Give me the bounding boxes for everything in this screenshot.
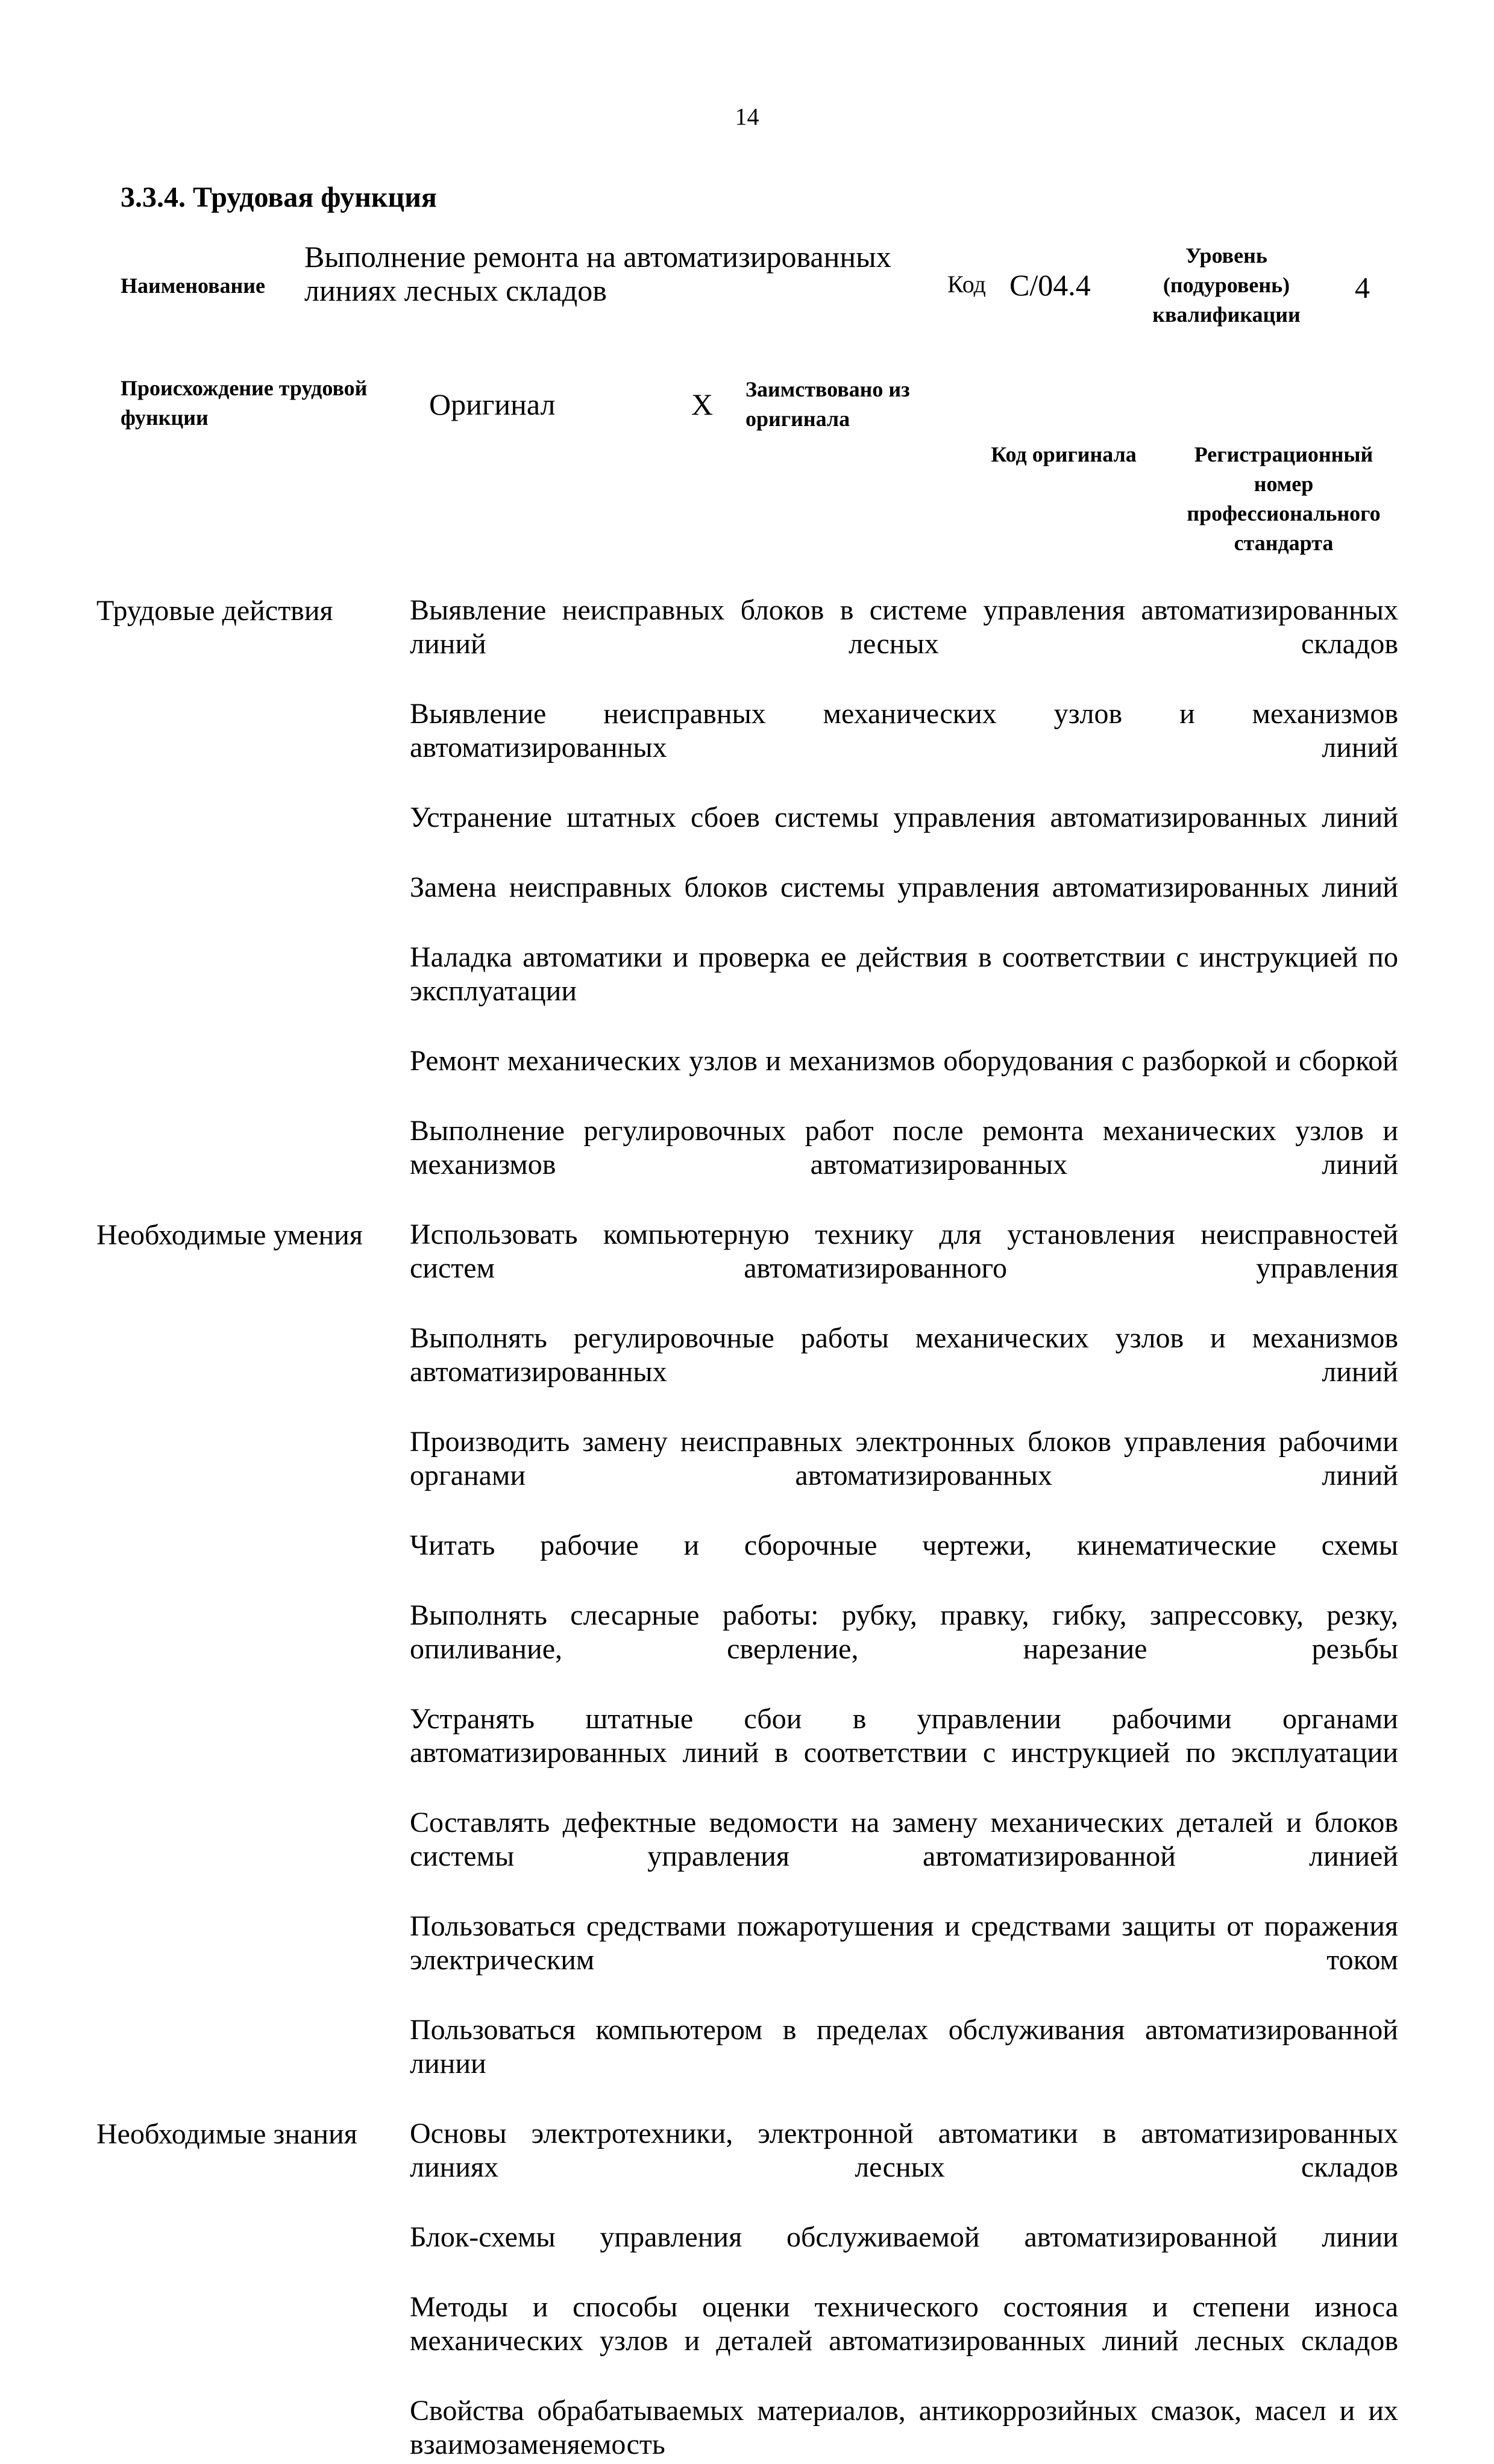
origin-original: Оригинал — [429, 387, 556, 421]
group-labor-actions — [96, 594, 1398, 1218]
list-item: Устранение штатных сбоев системы управления автоматизированных линий — [410, 801, 1398, 833]
list-item: Составлять дефектные ведомости на замену механических деталей и блоков системы управления автоматизированной линией — [410, 1807, 1398, 1872]
origin-label: Происхождение трудовой функции — [121, 376, 368, 430]
group-items — [410, 2117, 1398, 2464]
list-item: Выявление неисправных механических узлов и механизмов автоматизированных линий — [410, 698, 1398, 763]
list-item: Выполнение регулировочных работ после ремонта механических узлов и механизмов автоматизированных линий — [410, 1115, 1398, 1180]
origin-mark: X — [691, 387, 714, 421]
list-item: Блок-схемы управления обслуживаемой автоматизированной линии — [410, 2221, 1398, 2253]
group-items — [410, 594, 1398, 1218]
section-title: 3.3.4. Трудовая функция — [121, 181, 437, 213]
list-item: Замена неисправных блоков системы управления автоматизированных линий — [410, 871, 1398, 903]
function-content — [96, 594, 1398, 2464]
page-number: 14 — [735, 103, 759, 130]
list-item: Устранять штатные сбои в управлении рабочими органами автоматизированных линий в соответствии с инструкцией по эксплуатации — [410, 1703, 1398, 1769]
group-label: Необходимые умения — [96, 1219, 363, 1251]
list-item: Выполнять регулировочные работы механических узлов и механизмов автоматизированных линий — [410, 1322, 1398, 1388]
name-label: Наименование — [121, 274, 265, 298]
list-item: Производить замену неисправных электронных блоков управления рабочими органами автоматизированных линий — [410, 1426, 1398, 1491]
qualification-level-value: 4 — [1355, 271, 1370, 304]
name-value: Выполнение ремонта на автоматизированных линиях лесных складов — [304, 240, 891, 307]
code-value: C/04.4 — [1009, 268, 1091, 302]
list-item: Методы и способы оценки технического состояния и степени износа механических узлов и деталей автоматизированных линий лесных складов — [410, 2291, 1398, 2357]
list-item: Использовать компьютерную технику для установления неисправностей систем автоматизированного управления — [410, 1218, 1398, 1284]
list-item: Ремонт механических узлов и механизмов оборудования с разборкой и сборкой — [410, 1045, 1398, 1077]
list-item: Наладка автоматики и проверка ее действия в соответствии с инструкцией по эксплуатации — [410, 941, 1398, 1007]
qualification-level-label: Уровень (подуровень) квалификации — [1152, 243, 1301, 327]
list-item: Читать рабочие и сборочные чертежи, кинематические схемы — [410, 1529, 1398, 1561]
group-required-knowledge — [96, 2117, 1398, 2464]
group-label: Необходимые знания — [96, 2118, 357, 2150]
list-item: Свойства обрабатываемых материалов, антикоррозийных смазок, масел и их взаимозаменяемость — [410, 2395, 1398, 2460]
original-code-label: Код оригинала — [991, 442, 1137, 466]
group-items — [410, 1218, 1398, 2117]
registration-number-label: Регистрационный номер профессионального стандарта — [1187, 442, 1381, 555]
list-item: Выполнять слесарные работы: рубку, правку, гибку, запрессовку, резку, опиливание, сверление, нарезание резьбы — [410, 1599, 1398, 1665]
borrowed-label: Заимствовано из оригинала — [745, 377, 910, 431]
list-item: Пользоваться компьютером в пределах обслуживания автоматизированной линии — [410, 2014, 1398, 2080]
list-item: Выявление неисправных блоков в системе управления автоматизированных линий лесных складов — [410, 594, 1398, 660]
list-item: Пользоваться средствами пожаротушения и средствами защиты от поражения электрическим током — [410, 1910, 1398, 1976]
list-item: Основы электротехники, электронной автоматики в автоматизированных линиях лесных складов — [410, 2118, 1398, 2183]
code-label: Код — [947, 271, 986, 298]
group-required-skills — [96, 1218, 1398, 2117]
group-label: Трудовые действия — [96, 595, 333, 627]
